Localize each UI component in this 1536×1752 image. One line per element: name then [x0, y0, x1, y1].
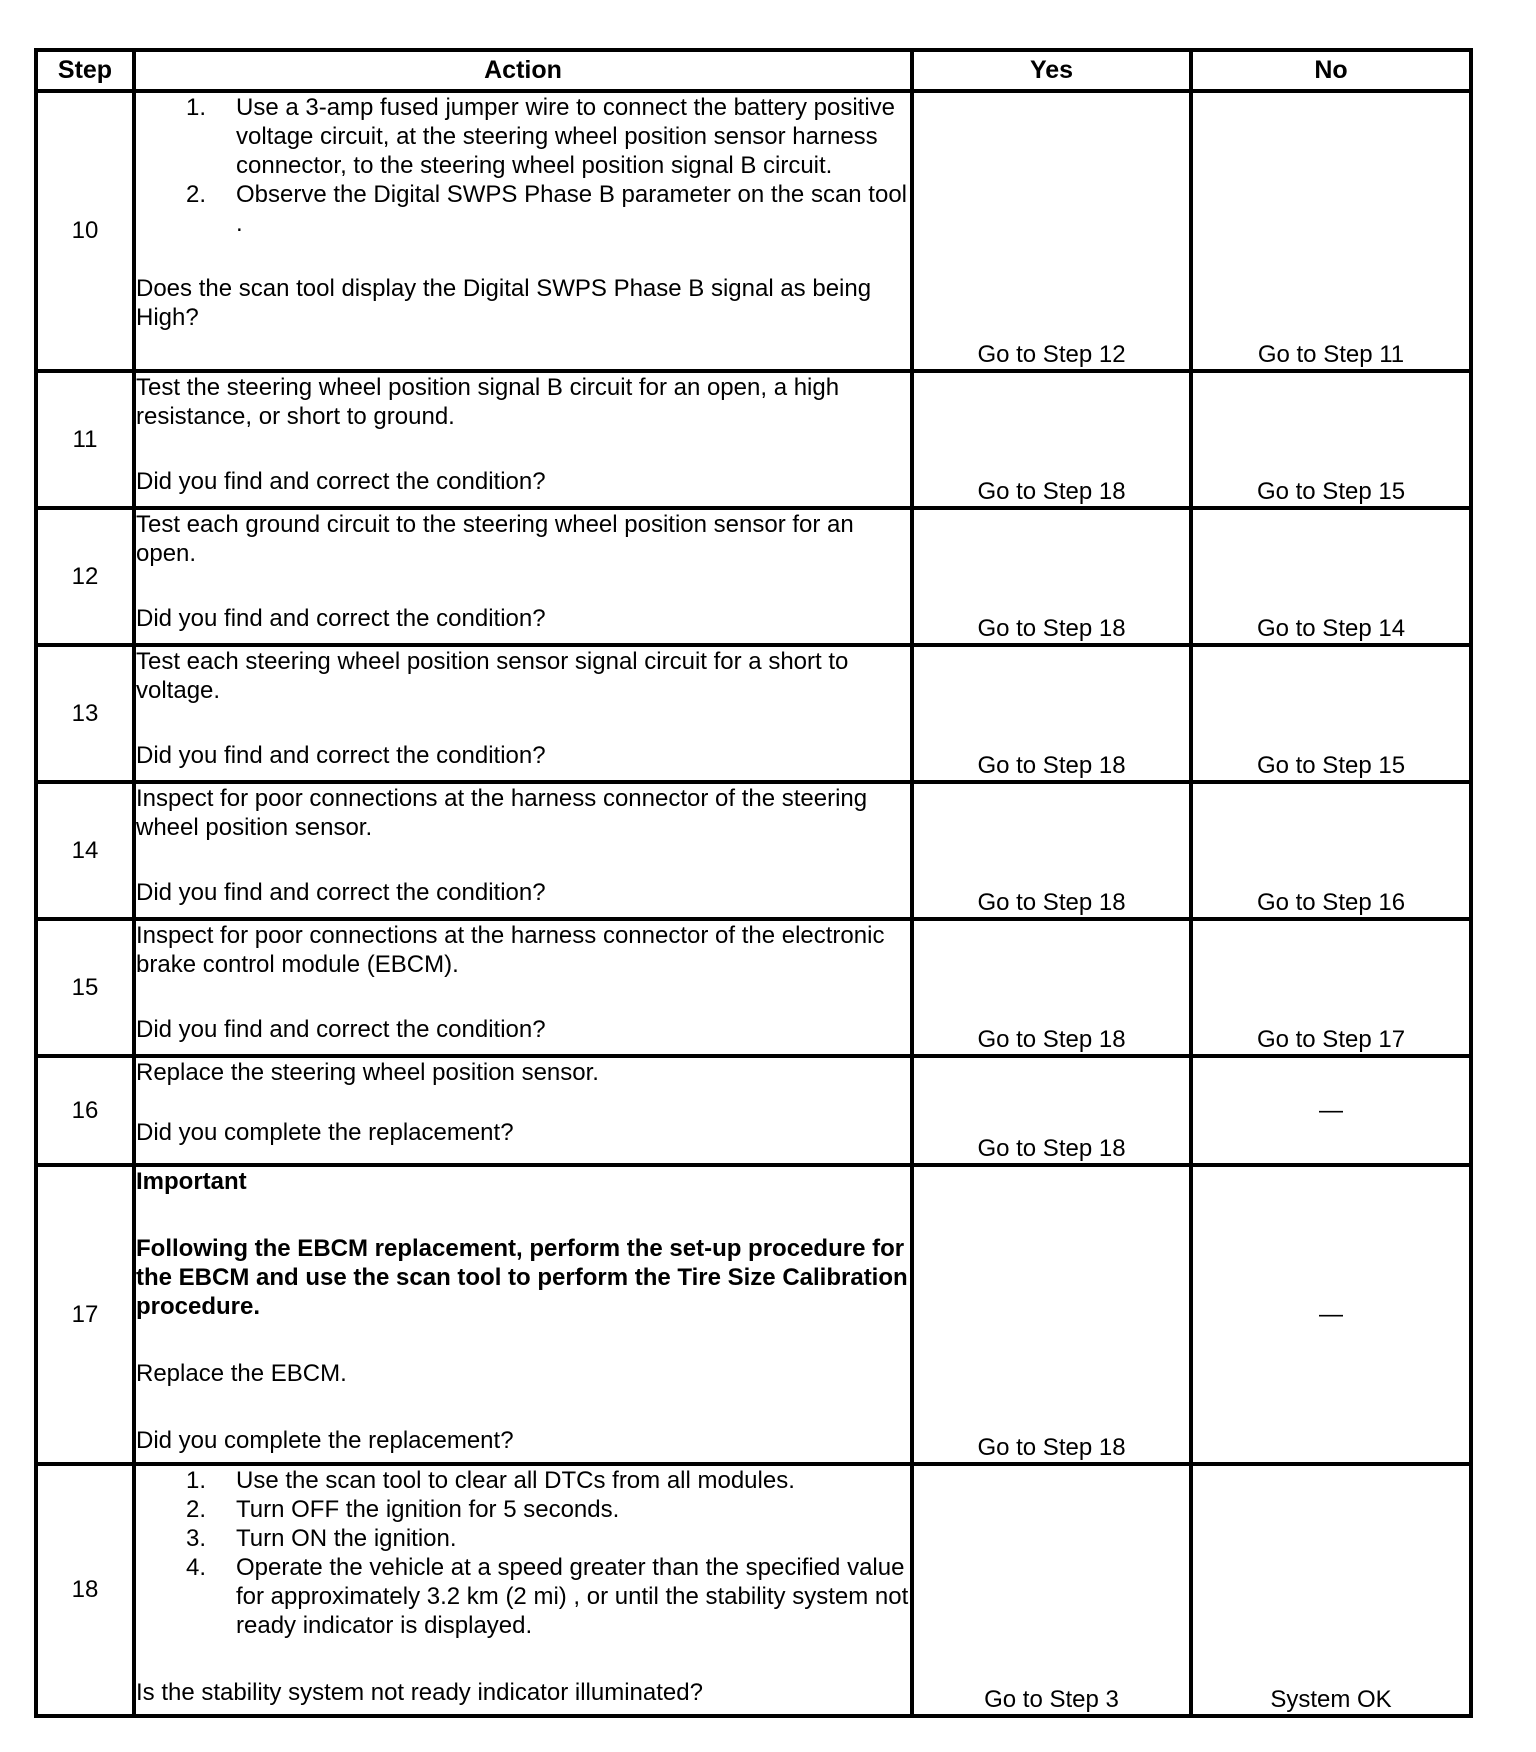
table-row: [36, 508, 1471, 645]
no-result: Go to Step 16: [1191, 782, 1471, 919]
yes-result: Go to Step 18: [912, 1056, 1191, 1165]
action-cell: [134, 919, 912, 1056]
action-cell: [134, 1464, 912, 1716]
yes-result: Go to Step 18: [912, 782, 1191, 919]
step-question: Did you complete the replacement?: [136, 1427, 514, 1454]
header-step: Step: [36, 50, 134, 91]
table-row: [36, 919, 1471, 1056]
item-number: 1.: [186, 1467, 207, 1494]
item-text: Observe the Digital SWPS Phase B parameter on the scan tool .: [236, 181, 908, 237]
step-instruction: Test each steering wheel position sensor signal circuit for a short to voltage.: [136, 648, 849, 704]
table-row: [36, 782, 1471, 919]
yes-result: Go to Step 18: [912, 508, 1191, 645]
yes-result: Go to Step 3: [912, 1464, 1191, 1716]
item-number: 3.: [186, 1525, 207, 1552]
step-instruction: Inspect for poor connections at the harness connector of the electronic brake control module (EBCM).: [136, 922, 885, 978]
step-question: Did you complete the replacement?: [136, 1119, 514, 1146]
action-cell: [134, 508, 912, 645]
no-result: System OK: [1191, 1464, 1471, 1716]
item-text: Operate the vehicle at a speed greater than the specified value for approximately 3.2 km (2 mi) , or until the stability system not ready indicator is displayed.: [236, 1554, 909, 1639]
step-question: Did you find and correct the condition?: [136, 742, 546, 769]
important-title: Important: [136, 1168, 247, 1195]
list-item: [136, 180, 910, 238]
no-result: Go to Step 11: [1191, 91, 1471, 371]
table-row: [36, 1464, 1471, 1716]
step-question: Did you find and correct the condition?: [136, 605, 546, 632]
table-row: [36, 1056, 1471, 1165]
no-result: Go to Step 15: [1191, 645, 1471, 782]
item-number: 1.: [186, 94, 207, 121]
no-result: Go to Step 14: [1191, 508, 1471, 645]
action-cell: [134, 91, 912, 371]
no-result: —: [1191, 1165, 1471, 1464]
instruction-list: [136, 1466, 910, 1640]
item-text: Use the scan tool to clear all DTCs from all modules.: [236, 1467, 795, 1494]
step-question: Does the scan tool display the Digital SWPS Phase B signal as being High?: [136, 275, 872, 331]
item-number: 4.: [186, 1554, 207, 1581]
header-row: [36, 50, 1471, 91]
item-number: 2.: [186, 1496, 207, 1523]
important-note: Following the EBCM replacement, perform the set-up procedure for the EBCM and use the scan tool to perform the Tire Size Calibration procedure.: [136, 1235, 908, 1320]
step-question: Did you find and correct the condition?: [136, 879, 546, 906]
step-number: 14: [36, 782, 134, 919]
list-item: [136, 1466, 910, 1495]
item-text: Use a 3-amp fused jumper wire to connect the battery positive voltage circuit, at the steering wheel position sensor harness connector, to the steering wheel position signal B circuit.: [236, 94, 895, 179]
item-text: Turn ON the ignition.: [236, 1525, 457, 1552]
yes-result: Go to Step 18: [912, 919, 1191, 1056]
yes-result: Go to Step 18: [912, 1165, 1191, 1464]
step-question: Is the stability system not ready indicator illuminated?: [136, 1679, 703, 1706]
yes-result: Go to Step 18: [912, 645, 1191, 782]
step-instruction: Test the steering wheel position signal B circuit for an open, a high resistance, or short to ground.: [136, 374, 840, 430]
step-question: Did you find and correct the condition?: [136, 1016, 546, 1043]
step-instruction: Inspect for poor connections at the harness connector of the steering wheel position sensor.: [136, 785, 868, 841]
step-instruction: Replace the EBCM.: [136, 1360, 347, 1387]
yes-result: Go to Step 12: [912, 91, 1191, 371]
instruction-list: [136, 93, 910, 238]
list-item: [136, 1524, 910, 1553]
table-row: [36, 645, 1471, 782]
table-row: [36, 91, 1471, 371]
action-cell: [134, 371, 912, 508]
item-text: Turn OFF the ignition for 5 seconds.: [236, 1496, 620, 1523]
header-no: No: [1191, 50, 1471, 91]
list-item: [136, 1495, 910, 1524]
step-number: 10: [36, 91, 134, 371]
step-instruction: Replace the steering wheel position sensor.: [136, 1059, 599, 1086]
step-question: Did you find and correct the condition?: [136, 468, 546, 495]
no-result: Go to Step 17: [1191, 919, 1471, 1056]
header-yes: Yes: [912, 50, 1191, 91]
no-result: —: [1191, 1056, 1471, 1165]
table-row: [36, 371, 1471, 508]
step-number: 12: [36, 508, 134, 645]
step-number: 18: [36, 1464, 134, 1716]
step-number: 15: [36, 919, 134, 1056]
yes-result: Go to Step 18: [912, 371, 1191, 508]
step-number: 17: [36, 1165, 134, 1464]
list-item: [136, 1553, 910, 1640]
step-number: 16: [36, 1056, 134, 1165]
step-instruction: Test each ground circuit to the steering wheel position sensor for an open.: [136, 511, 854, 567]
item-number: 2.: [186, 181, 207, 208]
table-row: [36, 1165, 1471, 1464]
no-result: Go to Step 15: [1191, 371, 1471, 508]
header-action: Action: [134, 50, 912, 91]
diagnostic-steps-table: [34, 48, 1473, 1718]
action-cell: [134, 1056, 912, 1165]
action-cell: [134, 1165, 912, 1464]
step-number: 13: [36, 645, 134, 782]
list-item: [136, 93, 910, 180]
step-number: 11: [36, 371, 134, 508]
action-cell: [134, 645, 912, 782]
action-cell: [134, 782, 912, 919]
